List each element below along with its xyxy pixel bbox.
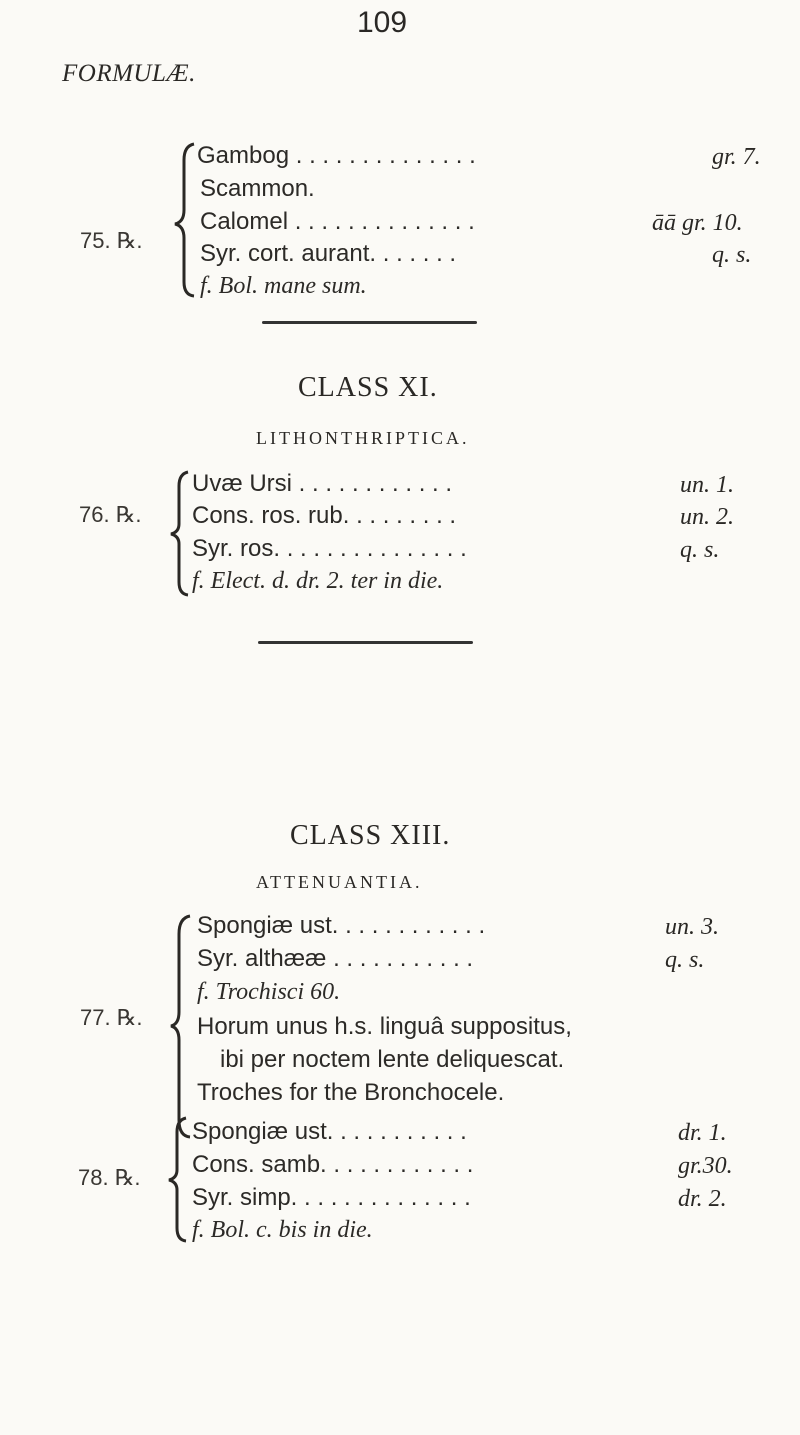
formula-instruction: ibi per noctem lente deliquescat. <box>220 1046 565 1073</box>
ingredient-quantity: un. 3. <box>665 914 719 940</box>
ingredient-quantity: q. s. <box>712 242 752 268</box>
running-head: FORMULÆ. <box>62 60 196 87</box>
formula-direction: f. Elect. d. dr. 2. ter in die. <box>192 568 444 594</box>
ingredient-quantity: āā gr. 10. <box>652 210 743 236</box>
brace-icon <box>166 1114 190 1244</box>
ingredient-line: Syr. ros. . . . . . . . . . . . . . . <box>192 535 467 562</box>
formula-direction: f. Bol. c. bis in die. <box>192 1217 373 1243</box>
ingredient-line: Spongiæ ust. . . . . . . . . . . <box>192 1118 467 1145</box>
class-title: CLASS XI. <box>298 372 438 403</box>
ingredient-line: Syr. simp. . . . . . . . . . . . . . <box>192 1184 471 1211</box>
ingredient-line: Cons. samb. . . . . . . . . . . . <box>192 1151 474 1178</box>
ingredient-line: Spongiæ ust. . . . . . . . . . . . <box>197 912 486 939</box>
ingredient-line: Syr. cort. aurant. . . . . . . <box>200 240 457 267</box>
formula-number: 77. ℞. <box>80 1005 143 1030</box>
ingredient-quantity: dr. 2. <box>678 1186 727 1212</box>
ingredient-quantity: gr.30. <box>678 1153 733 1179</box>
ingredient-line: Calomel . . . . . . . . . . . . . . <box>200 208 475 235</box>
formula-direction: f. Trochisci 60. <box>197 979 341 1005</box>
brace-icon <box>168 912 194 1142</box>
formula-number: 78. ℞. <box>78 1165 141 1190</box>
section-divider <box>258 641 473 644</box>
brace-icon <box>168 468 192 598</box>
formula-number: 76. ℞. <box>79 502 142 527</box>
class-title: CLASS XIII. <box>290 820 451 851</box>
ingredient-quantity: un. 1. <box>680 472 734 498</box>
ingredient-quantity: q. s. <box>680 537 720 563</box>
ingredient-quantity: un. 2. <box>680 504 734 530</box>
formula-direction: f. Bol. mane sum. <box>200 273 367 299</box>
ingredient-quantity: q. s. <box>665 947 705 973</box>
formula-number: 75. ℞. <box>80 228 143 253</box>
class-subtitle: LITHONTHRIPTICA. <box>256 428 470 448</box>
ingredient-line: Cons. ros. rub. . . . . . . . . <box>192 502 457 529</box>
formula-instruction: Horum unus h.s. linguâ suppositus, <box>197 1013 572 1040</box>
section-divider <box>262 321 477 324</box>
ingredient-line: Uvæ Ursi . . . . . . . . . . . . <box>192 470 453 497</box>
ingredient-quantity: gr. 7. <box>712 144 761 170</box>
class-subtitle: ATTENUANTIA. <box>256 872 423 892</box>
formula-note: Troches for the Bronchocele. <box>197 1079 505 1106</box>
ingredient-line: Gambog . . . . . . . . . . . . . . <box>197 142 476 169</box>
page-number: 109 <box>357 6 408 39</box>
ingredient-line: Scammon. <box>200 175 315 202</box>
ingredient-quantity: dr. 1. <box>678 1120 727 1146</box>
ingredient-line: Syr. althææ . . . . . . . . . . . <box>197 945 474 972</box>
brace-icon <box>172 140 198 300</box>
